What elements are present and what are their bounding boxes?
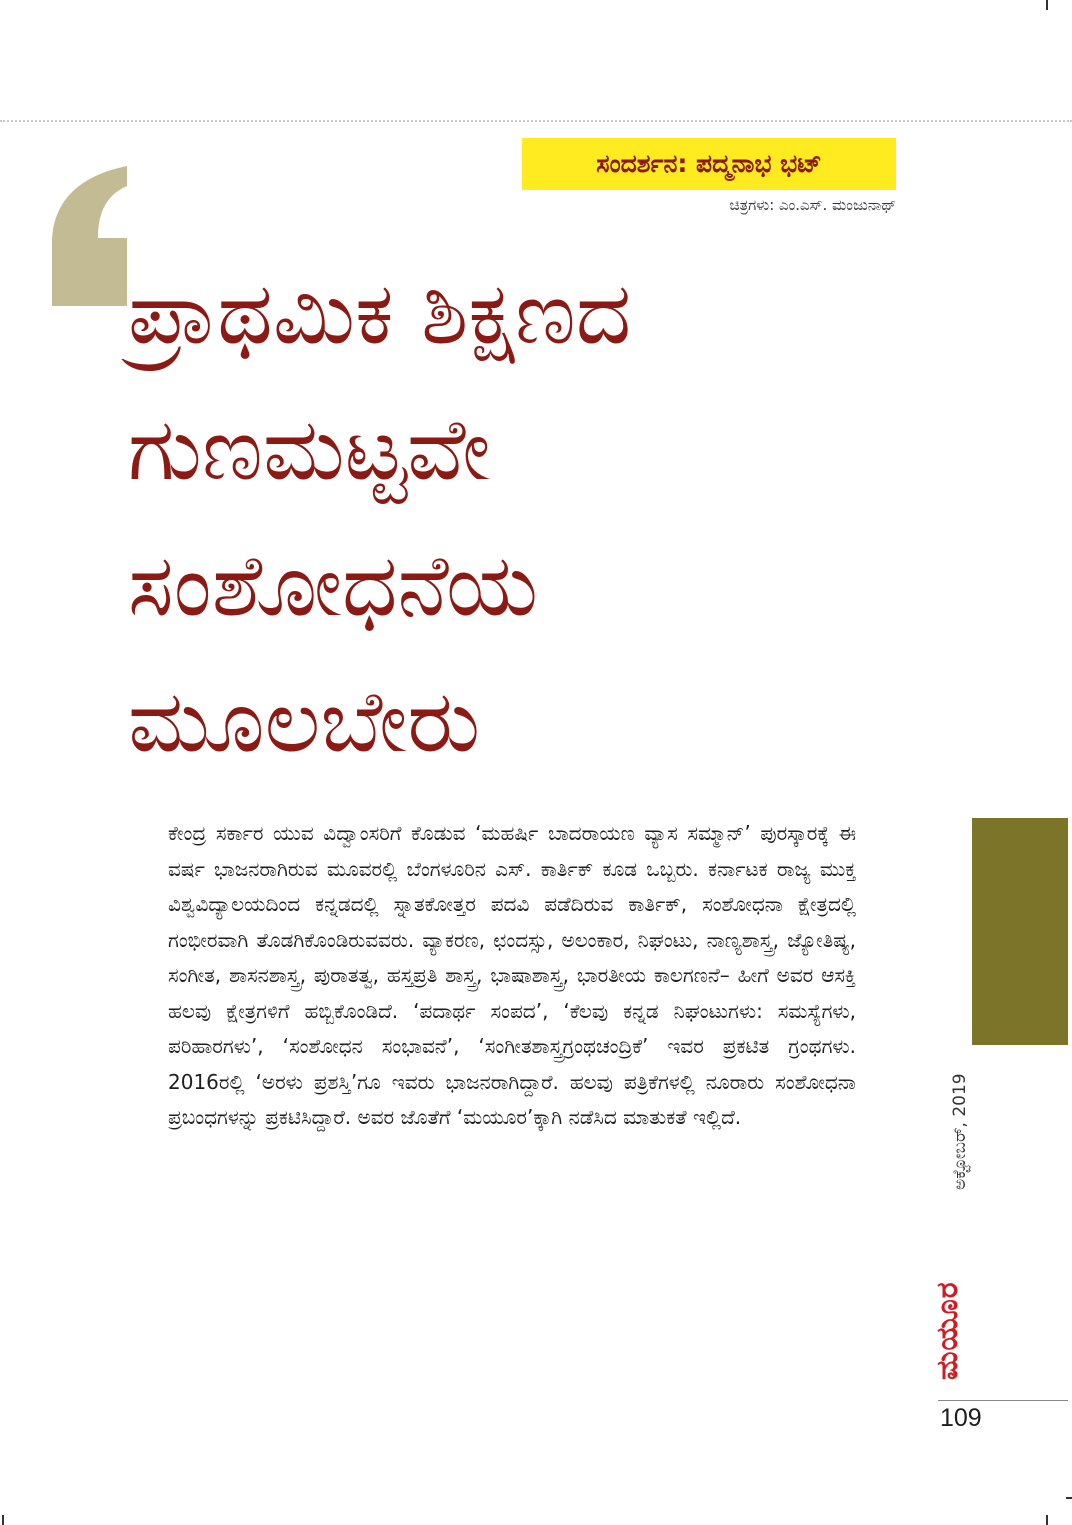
page-number-rule [938,1400,1068,1401]
headline-line-1: ಪ್ರಾಥಮಿಕ ಶಿಕ್ಷಣದ [128,264,632,364]
byline-highlight [522,138,896,190]
byline: ಸಂದರ್ಶನ: ಪದ್ಮನಾಭ ಭಟ್ [596,149,822,178]
opening-quote-icon [52,166,127,306]
crop-mark-bottom-left [2,1515,4,1525]
olive-color-block [972,818,1068,1045]
header-dotted-rule [0,120,1072,122]
headline [128,246,888,790]
headline-line-3: ಸಂಶೋಧನೆಯ [128,536,539,636]
crop-mark-bottom-right [1066,1497,1072,1499]
crop-mark-top-right [1046,0,1048,10]
headline-line-2: ಗುಣಮಟ್ಟವೇ [128,400,491,500]
headline-line-4: ಮೂಲಬೇರು [128,672,481,772]
page-number: 109 [940,1404,982,1432]
photo-credit: ಚಿತ್ರಗಳು: ಎಂ.ಎಸ್. ಮಂಜುನಾಥ್ [729,196,896,214]
magazine-logo: ಮಯೂರ [930,1281,965,1380]
crop-mark-bottom-right-2 [1046,1515,1048,1525]
issue-date: ಅಕ್ಟೋಬರ್, 2019 [950,1073,970,1190]
intro-paragraph: ಕೇಂದ್ರ ಸರ್ಕಾರ ಯುವ ವಿದ್ವಾಂಸರಿಗೆ ಕೊಡುವ ‘ಮಹರ್ಷಿ ಬಾದರಾಯಣ ವ್ಯಾಸ ಸಮ್ಮಾನ್’ ಪುರಸ್ಕಾರಕ್ಕೆ ಈ ವರ್ಷ ಭಾಜನರಾಗಿರುವ ಮೂವರಲ್ಲಿ ಬೆಂಗಳೂರಿನ ಎಸ್. ಕಾರ್ತಿಕ್ ಕೂಡ ಒಬ್ಬರು. ಕರ್ನಾಟಕ ರಾಜ್ಯ ಮುಕ್ತ ವಿಶ್ವವಿದ್ಯಾಲಯದಿಂದ ಕನ್ನಡದಲ್ಲಿ ಸ್ನಾತಕೋತ್ತರ ಪದವಿ ಪಡೆದಿರುವ ಕಾರ್ತಿಕ್, ಸಂಶೋಧನಾ ಕ್ಷೇತ್ರದಲ್ಲಿ ಗಂಭೀರವಾಗಿ ತೊಡಗಿಕೊಂಡಿರುವವರು. ವ್ಯಾಕರಣ, ಛಂದಸ್ಸು, ಅಲಂಕಾರ, ನಿಘಂಟು, ನಾಣ್ಯಶಾಸ್ತ್ರ, ಜ್ಯೋತಿಷ್ಯ, ಸಂಗೀತ, ಶಾಸನಶಾಸ್ತ್ರ, ಪುರಾತತ್ವ, ಹಸ್ತಪ್ರತಿ ಶಾಸ್ತ್ರ, ಭಾಷಾಶಾಸ್ತ್ರ, ಭಾರತೀಯ ಕಾಲಗಣನೆ– ಹೀಗೆ ಅವರ ಆಸಕ್ತಿ ಹಲವು ಕ್ಷೇತ್ರಗಳಿಗೆ ಹಬ್ಬಿಕೊಂಡಿದೆ. ‘ಪದಾರ್ಥ ಸಂಪದ’, ‘ಕೆಲವು ಕನ್ನಡ ನಿಘಂಟುಗಳು: ಸಮಸ್ಯೆಗಳು, ಪರಿಹಾರಗಳು’, ‘ಸಂಶೋಧನ ಸಂಭಾವನೆ’, ‘ಸಂಗೀತಶಾಸ್ತ್ರಗ್ರಂಥಚಂದ್ರಿಕೆ’ ಇವರ ಪ್ರಕಟಿತ ಗ್ರಂಥಗಳು. 2016ರಲ್ಲಿ ‘ಅರಳು ಪ್ರಶಸ್ತಿ’ಗೂ ಇವರು ಭಾಜನರಾಗಿದ್ದಾರೆ. ಹಲವು ಪತ್ರಿಕೆಗಳಲ್ಲಿ ನೂರಾರು ಸಂಶೋಧನಾ ಪ್ರಬಂಧಗಳನ್ನು ಪ್ರಕಟಿಸಿದ್ದಾರೆ. ಅವರ ಜೊತೆಗೆ ‘ಮಯೂರ’ಕ್ಕಾಗಿ ನಡೆಸಿದ ಮಾತುಕತೆ ಇಲ್ಲಿದೆ. [168,821,856,1129]
